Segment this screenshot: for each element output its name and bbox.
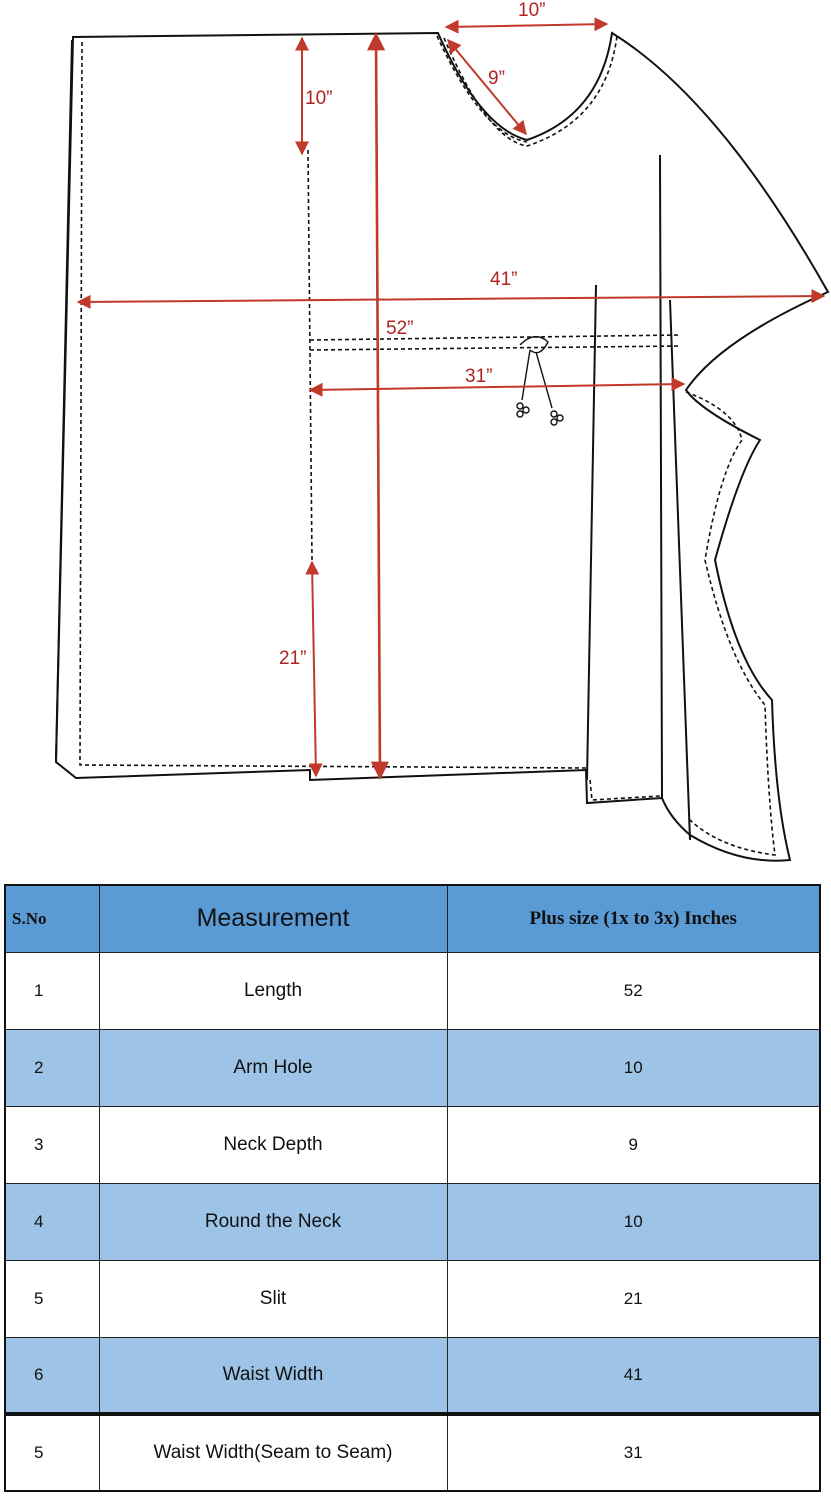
size-chart-table [4,884,821,1492]
cell-measurement: Waist Width [99,1337,447,1414]
table-row [5,1183,820,1260]
cell-sno: 5 [5,1260,99,1337]
cell-measurement: Length [99,952,447,1029]
label-length: 52” [386,318,414,339]
cell-value: 41 [447,1337,820,1414]
dim-neck-depth [448,40,526,134]
dimension-lines [78,24,824,778]
label-slit: 21” [279,648,307,669]
drawstring [517,337,563,425]
cell-measurement: Waist Width(Seam to Seam) [99,1414,447,1491]
cell-value: 9 [447,1106,820,1183]
dim-waist-width [78,296,824,302]
stitching [80,36,775,855]
cell-value: 10 [447,1183,820,1260]
cell-sno: 4 [5,1183,99,1260]
table-row [5,1106,820,1183]
header-measurement: Measurement [99,885,447,952]
dim-seam-to-seam [310,384,684,390]
cell-measurement: Round the Neck [99,1183,447,1260]
table-row [5,1414,820,1491]
header-size-value: Plus size (1x to 3x) Inches [447,885,820,952]
table-header-row [5,885,820,952]
table-row [5,952,820,1029]
label-seam-to-seam: 31” [465,366,493,387]
cell-measurement: Neck Depth [99,1106,447,1183]
cell-sno: 3 [5,1106,99,1183]
label-neck-depth: 9” [488,68,505,89]
dim-slit [312,562,316,776]
cell-sno: 2 [5,1029,99,1106]
cell-sno: 1 [5,952,99,1029]
cell-value: 21 [447,1260,820,1337]
table-row [5,1029,820,1106]
cell-sno: 5 [5,1414,99,1491]
table-row [5,1337,820,1414]
cell-measurement: Arm Hole [99,1029,447,1106]
cell-measurement: Slit [99,1260,447,1337]
label-waist-width: 41” [490,269,518,290]
cell-value: 31 [447,1414,820,1491]
garment-outline [56,33,828,861]
waistband [310,335,680,350]
cell-value: 52 [447,952,820,1029]
cell-sno: 6 [5,1337,99,1414]
label-neck-width: 10” [518,0,546,21]
label-arm-hole: 10” [305,88,333,109]
dim-neck-width [446,24,607,27]
cell-value: 10 [447,1029,820,1106]
header-sno: S.No [5,885,99,952]
dim-length [376,34,380,778]
table-row [5,1260,820,1337]
